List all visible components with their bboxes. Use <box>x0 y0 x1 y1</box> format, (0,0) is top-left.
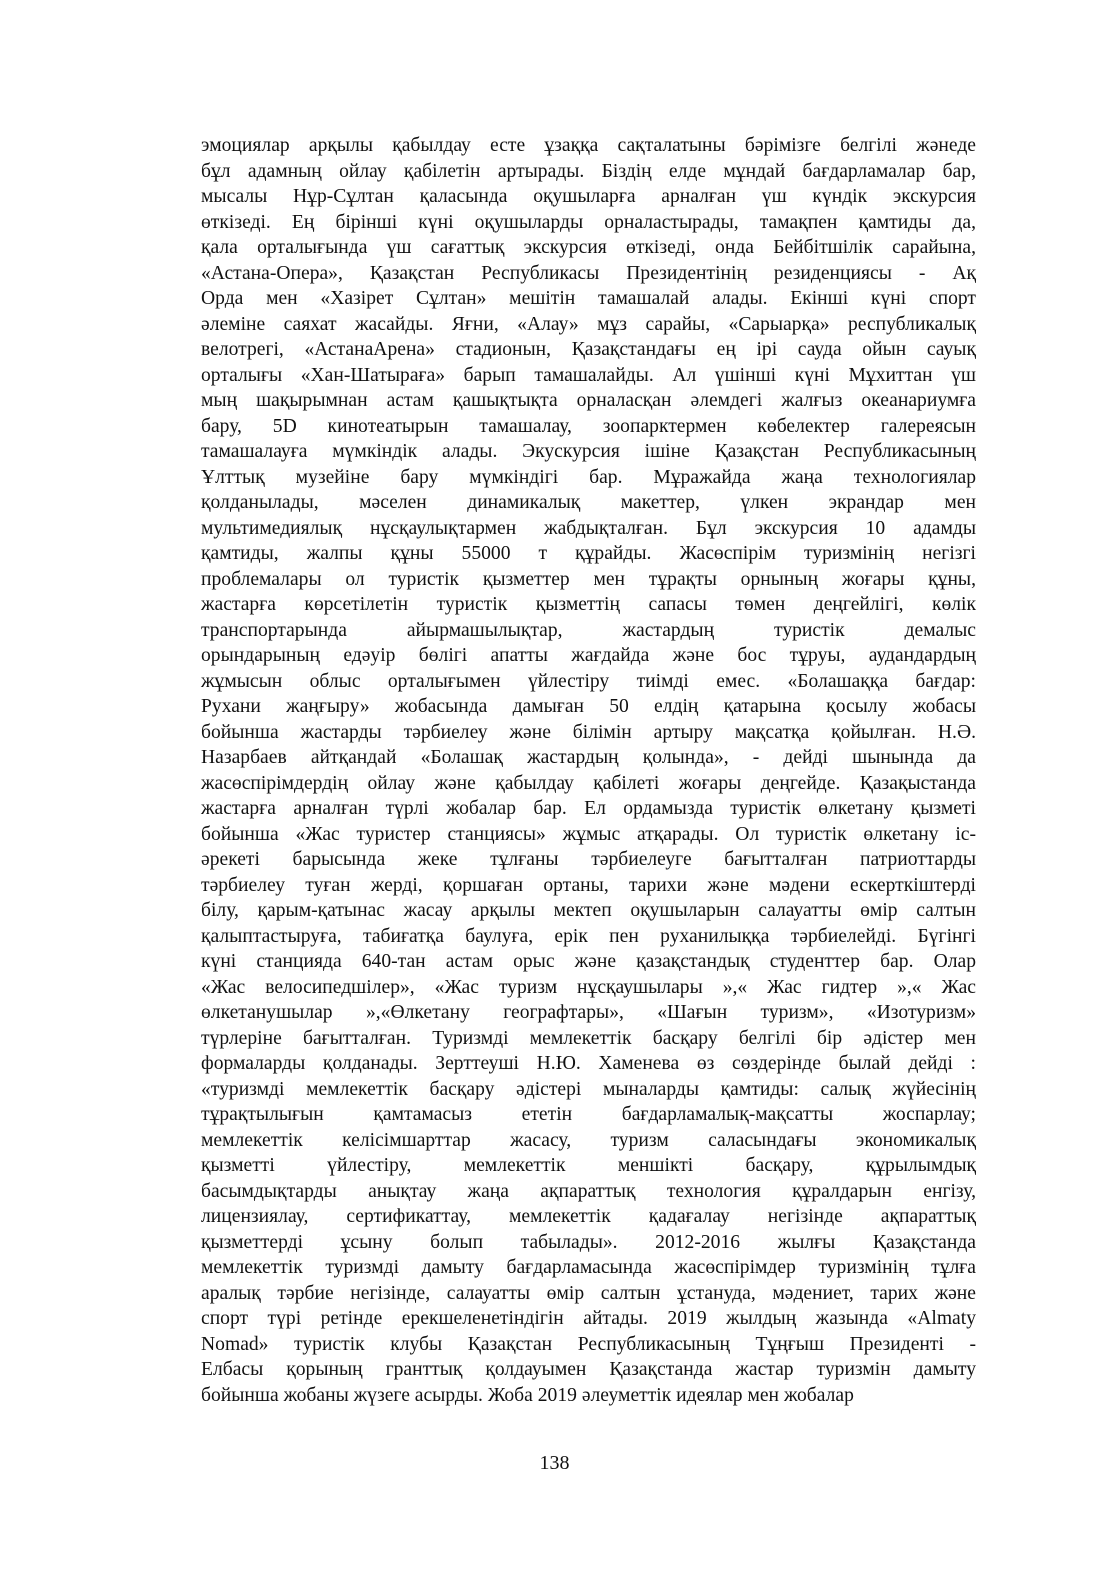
text-line: жастарға көрсетілетін туристік қызметтің сапасы төмен деңгейлігі, көлік <box>201 594 976 615</box>
text-line: бойынша «Жас туристер станциясы» жұмыс атқарады. Ол туристік өлкетану іс- <box>201 823 976 845</box>
text-line: Рухани жаңғыру» жобасында дамыған 50 елдің қатарына қосылу жобасы <box>201 696 976 717</box>
text-line: әрекеті барысында жеке тұлғаны тәрбиелеуге бағытталған патриоттарды <box>201 849 976 870</box>
text-line: әлеміне саяхат жасайды. Яғни, «Алау» мұз сарайы, «Сарыарқа» республикалық <box>201 313 976 335</box>
text-line: өлкетанушылар »,«Өлкетану географтары», «Шағын туризм», «Изотуризм» <box>201 1002 976 1023</box>
text-line: қолданылады, мәселен динамикалық макеттер, үлкен экрандар мен <box>201 492 976 513</box>
text-line: лицензиялау, сертификаттау, мемлекеттік қадағалау негізінде ақпараттық <box>201 1206 976 1227</box>
text-line: мың шақырымнан астам қашықтықта орналасқан әлемдегі жалғыз океанариумға <box>201 390 976 411</box>
text-line: мемлекеттік туризмді дамыту бағдарламасында жасөспірімдер туризмінің тұлға <box>201 1257 976 1278</box>
text-line: бару, 5D кинотеатырын тамашалау, зоопарктермен көбелектер галереясын <box>201 415 976 437</box>
text-line: қамтиды, жалпы құны 55000 т құрайды. Жасөспірім туризмінің негізгі <box>201 543 976 564</box>
text-line: велотрегі, «АстанаАрена» стадионын, Қазақстандағы ең ірі сауда ойын сауық <box>201 339 976 360</box>
text-line: мемлекеттік келісімшарттар жасасу, туризм саласындағы экономикалық <box>201 1129 976 1151</box>
text-line: Назарбаев айтқандай «Болашақ жастардың қолында», - дейді шынында да <box>201 747 976 768</box>
text-line: спорт түрі ретінде ерекшеленетіндігін айтады. 2019 жылдың жазында «Almaty <box>201 1308 976 1329</box>
text-line: қызметті үйлестіру, мемлекеттік меншікті басқару, құрылымдық <box>201 1155 976 1176</box>
text-line: проблемалары ол туристік қызметтер мен тұрақты орнының жоғары құны, <box>201 568 976 590</box>
text-line: қала орталығында үш сағаттық экскурсия өткізеді, онда Бейбітшілік сарайына, <box>201 237 976 258</box>
text-line: Ұлттық музейіне бару мүмкіндігі бар. Мұражайда жаңа технологиялар <box>201 466 976 488</box>
text-line: тамашалауға мүмкіндік алады. Экускурсия ішіне Қазақстан Республикасының <box>201 441 976 462</box>
text-line: білу, қарым-қатынас жасау арқылы мектеп оқушыларын салауатты өмір салтын <box>201 900 976 921</box>
text-line: аралық тәрбие негізінде, салауатты өмір салтын ұстануда, мәдениет, тарих және <box>201 1282 976 1304</box>
text-line: тәрбиелеу туған жерді, қоршаған ортаны, тарихи және мәдени ескерткіштерді <box>201 874 976 896</box>
text-line: «Жас велосипедшілер», «Жас туризм нұсқаушылары »,« Жас гидтер »,« Жас <box>201 976 976 998</box>
page-number: 138 <box>539 1452 570 1474</box>
text-line: формаларды қолданады. Зерттеуші Н.Ю. Хаменева өз сөздерінде былай дейді : <box>201 1053 976 1074</box>
text-line: орындарының едәуір бөлігі апатты жағдайда және бос тұруы, аудандардың <box>201 645 976 666</box>
text-line: тұрақтылығын қамтамасыз ететін бағдарламалық-мақсатты жоспарлау; <box>201 1104 976 1125</box>
text-line: «Астана-Опера», Қазақстан Республикасы Президентінің резиденциясы - Ақ <box>201 262 976 284</box>
text-line: қалыптастыруға, табиғатқа баулуға, ерік пен руханилыққа тәрбиелейді. Бүгінгі <box>201 925 976 947</box>
text-line: эмоциялар арқылы қабылдау есте ұзаққа сақталатыны бәрімізге белгілі жәнеде <box>201 135 976 156</box>
text-line: мысалы Нұр-Сұлтан қаласында оқушыларға арналған үш күндік экскурсия <box>201 186 976 207</box>
text-line: транспортарында айырмашылықтар, жастардың туристік демалыс <box>201 619 976 641</box>
text-line: Nomad» туристік клубы Қазақстан Республикасының Тұңғыш Президенті - <box>201 1333 976 1355</box>
text-line: жасөспірімдердің ойлау және қабылдау қабілеті жоғары деңгейде. Қазақыстанда <box>201 772 976 794</box>
text-line: басымдықтарды анықтау жаңа ақпараттық технология құралдарын енгізу, <box>201 1180 976 1202</box>
text-line: өткізеді. Ең бірінші күні оқушыларды орналастырады, тамақпен қамтиды да, <box>201 211 976 233</box>
text-line: түрлеріне бағытталған. Туризмді мемлекеттік басқару белгілі бір әдістер мен <box>201 1027 976 1049</box>
text-line: бойынша жастарды тәрбиелеу және білімін артыру мақсатқа қойылған. Н.Ә. <box>201 721 976 743</box>
text-line: жұмысын облыс орталығымен үйлестіру тиімді емес. «Болашаққа бағдар: <box>201 670 976 692</box>
text-line: Елбасы қорының гранттық қолдауымен Қазақстанда жастар туризмін дамыту <box>201 1359 976 1380</box>
text-line: жастарға арналған түрлі жобалар бар. Ел ордамызда туристік өлкетану қызметі <box>201 798 976 819</box>
text-line: Орда мен «Хазірет Сұлтан» мешітін тамашалай алады. Екінші күні спорт <box>201 288 976 309</box>
text-line: бұл адамның ойлау қабілетін артырады. Біздің елде мұндай бағдарламалар бар, <box>201 160 976 182</box>
text-line: орталығы «Хан-Шатырағa» барып тамашалайды. Ал үшінші күні Мұхиттан үш <box>201 364 976 386</box>
text-line: бойынша жобаны жүзеге асырды. Жоба 2019 әлеуметтік идеялар мен жобалар <box>201 1384 854 1406</box>
text-line: күні станцияда 640-тан астам орыс және қазақстандық студенттер бар. Олар <box>201 951 976 972</box>
text-line: «туризмді мемлекеттік басқару әдістері мыналарды қамтиды: салық жүйесінің <box>201 1078 976 1100</box>
body-text <box>201 133 976 1408</box>
text-line: қызметтерді ұсыну болып табылады». 2012-2016 жылғы Қазақстанда <box>201 1231 976 1253</box>
text-line: мультимедиялық нұсқаулықтармен жабдықталған. Бұл экскурсия 10 адамды <box>201 517 976 539</box>
